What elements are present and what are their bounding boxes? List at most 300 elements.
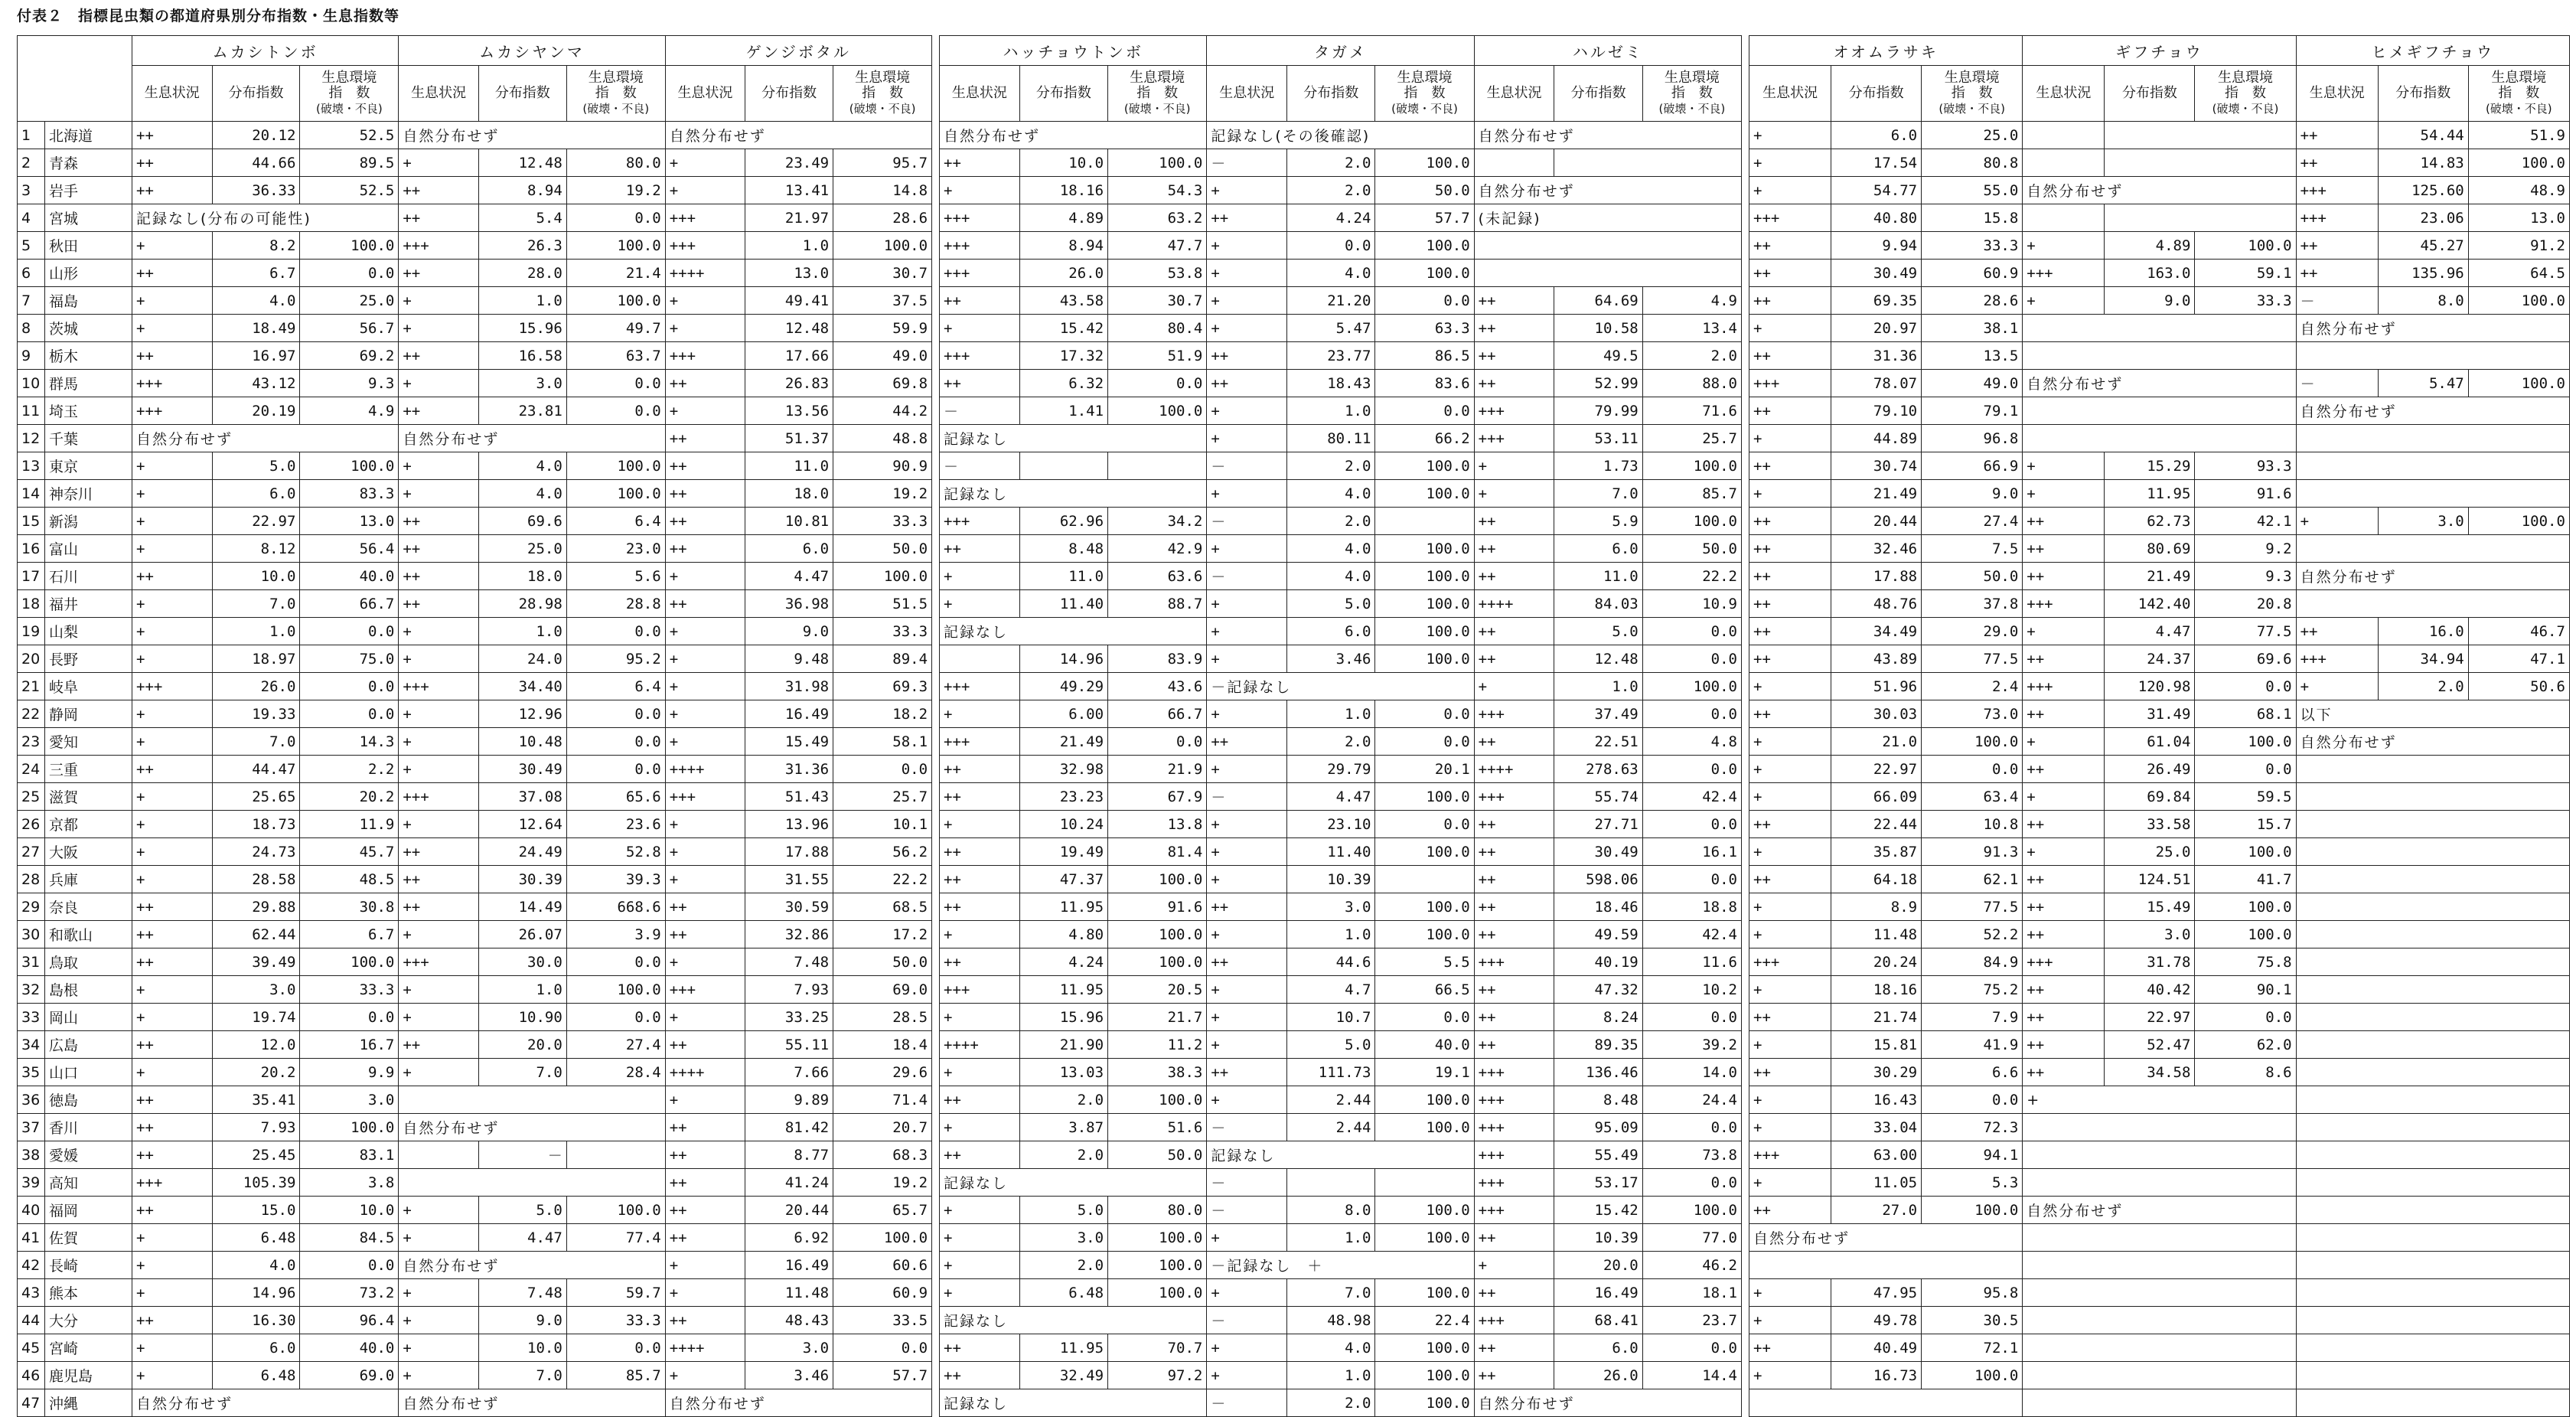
distribution-index-value: 78.07 [1831, 370, 1922, 397]
prefecture-name: 千葉 [45, 425, 132, 452]
distribution-index-value: 53.11 [1554, 425, 1642, 452]
habitat-index-header [2195, 66, 2296, 122]
distribution-index-value: 11.95 [2105, 480, 2195, 508]
habitat-index-value: 88.0 [1642, 370, 1741, 397]
habitat-index-value: 0.0 [1375, 700, 1474, 728]
distribution-index-value: 11.0 [1554, 563, 1642, 590]
distribution-index-value: 8.77 [745, 1141, 833, 1169]
distribution-index-value: 26.0 [212, 673, 300, 700]
habitat-index-value: 52.5 [300, 122, 399, 149]
prefecture-name: 石川 [45, 563, 132, 590]
species-name: タガメ [1207, 36, 1474, 66]
table-row [1749, 976, 2570, 1004]
distribution-index-value: 51.43 [745, 783, 833, 811]
table-block-3 [1749, 35, 2570, 1417]
status-value: ++ [1474, 1334, 1554, 1362]
table-row [18, 1252, 932, 1279]
status-value: + [2023, 728, 2105, 756]
habitat-index-value: 91.6 [2195, 480, 2296, 508]
distribution-index-value: 26.49 [2105, 756, 2195, 783]
habitat-index-value: 14.4 [1642, 1362, 1741, 1389]
habitat-index-value: 33.3 [1922, 232, 2023, 260]
distribution-index-value: 1.0 [1287, 397, 1375, 425]
distribution-index-value: 3.0 [2378, 508, 2468, 535]
distribution-index-value: 29.79 [1287, 756, 1375, 783]
habitat-index-value: 80.4 [1108, 315, 1207, 342]
status-value: + [1749, 728, 1831, 756]
status-value: ++ [1749, 1004, 1831, 1031]
status-value: + [2023, 232, 2105, 260]
prefecture-number: 34 [18, 1031, 45, 1059]
habitat-index-value: 33.3 [2195, 287, 2296, 315]
status-value: + [1749, 1169, 1831, 1197]
status-value: +++ [1474, 1059, 1554, 1086]
habitat-index-value: 100.0 [1108, 1279, 1207, 1307]
species-header-row [940, 36, 1742, 66]
note-cell [2296, 1224, 2569, 1252]
status-value: ++ [1749, 287, 1831, 315]
note-cell: 記録なし(分布の可能性) [132, 204, 399, 232]
distribution-index-value: 8.48 [1019, 535, 1107, 563]
status-value: ++ [1474, 976, 1554, 1004]
status-value: ++ [1749, 1197, 1831, 1224]
habitat-index-value [566, 1141, 665, 1169]
status-value: + [399, 618, 479, 645]
note-cell [2296, 480, 2569, 508]
distribution-index-value: 37.08 [478, 783, 566, 811]
distribution-index-value: 1.73 [1554, 452, 1642, 480]
status-value: +++ [665, 232, 745, 260]
note-cell: 以下 [2296, 700, 2569, 728]
table-row [18, 1059, 932, 1086]
prefecture-name: 鳥取 [45, 948, 132, 976]
habitat-index-value: 100.0 [1375, 1114, 1474, 1141]
status-header: 生息状況 [1207, 66, 1287, 122]
table-row [1749, 260, 2570, 287]
table-row [1749, 921, 2570, 948]
distribution-index-value: 10.39 [1287, 866, 1375, 893]
habitat-index-value: 9.3 [2195, 563, 2296, 590]
status-value: + [940, 1252, 1020, 1279]
habitat-index-value: 100.0 [1375, 838, 1474, 866]
habitat-index-value: 21.4 [566, 260, 665, 287]
status-value: + [1749, 1307, 1831, 1334]
status-value: ++ [2023, 866, 2105, 893]
habitat-index-value: 100.0 [1108, 1086, 1207, 1114]
status-value: +++ [1474, 425, 1554, 452]
status-value: ++ [665, 508, 745, 535]
table-row [18, 563, 932, 590]
habitat-header-line: 指 数 [2498, 85, 2540, 101]
status-value: + [940, 563, 1020, 590]
status-value: ++ [132, 1197, 213, 1224]
table-row [1749, 315, 2570, 342]
distribution-index-value: 10.0 [212, 563, 300, 590]
note-cell [2296, 1141, 2569, 1169]
status-value: ++ [1749, 232, 1831, 260]
status-value: ++ [399, 893, 479, 921]
habitat-index-value: 84.5 [300, 1224, 399, 1252]
status-value: ++++ [1474, 756, 1554, 783]
distribution-index-value: 17.66 [745, 342, 833, 370]
status-value: + [665, 1086, 745, 1114]
status-value: + [2296, 673, 2378, 700]
status-value: +++ [940, 232, 1020, 260]
species-header-row [1749, 36, 2570, 66]
distribution-index-value: 278.63 [1554, 756, 1642, 783]
status-value: + [665, 728, 745, 756]
status-value: － [1207, 563, 1287, 590]
status-value: + [399, 149, 479, 177]
distribution-index-value: 49.5 [1554, 342, 1642, 370]
status-value: +++ [1749, 370, 1831, 397]
table-row [18, 1114, 932, 1141]
distribution-index-value: 23.23 [1019, 783, 1107, 811]
status-value: + [399, 1334, 479, 1362]
note-cell: 自然分布せず [1749, 1224, 2023, 1252]
table-row [940, 1114, 1742, 1141]
status-value: + [132, 728, 213, 756]
prefecture-name: 愛知 [45, 728, 132, 756]
prefecture-number: 8 [18, 315, 45, 342]
status-value [399, 1141, 479, 1169]
note-cell [2296, 425, 2569, 452]
table-row [940, 260, 1742, 287]
table-row [1749, 452, 2570, 480]
prefecture-number: 27 [18, 838, 45, 866]
distribution-index-value: 31.98 [745, 673, 833, 700]
status-value: + [665, 315, 745, 342]
habitat-index-value: 0.0 [1375, 397, 1474, 425]
prefecture-name: 京都 [45, 811, 132, 838]
distribution-index-value: 44.47 [212, 756, 300, 783]
distribution-index-value: 11.40 [1019, 590, 1107, 618]
table-row [940, 1279, 1742, 1307]
status-value: + [665, 948, 745, 976]
habitat-index-value: 28.5 [833, 1004, 932, 1031]
distribution-index-value: 28.0 [478, 260, 566, 287]
habitat-index-value: 89.4 [833, 645, 932, 673]
distribution-index-value: 2.44 [1287, 1114, 1375, 1141]
status-value: ++ [1207, 204, 1287, 232]
distribution-index-value: 6.48 [212, 1224, 300, 1252]
note-cell: 記録なし [1207, 1141, 1474, 1169]
habitat-index-value: 25.0 [300, 287, 399, 315]
distribution-index-value: 66.09 [1831, 783, 1922, 811]
habitat-index-value: 100.0 [1375, 1279, 1474, 1307]
table-row [940, 315, 1742, 342]
distribution-index-value: 6.0 [1831, 122, 1922, 149]
table-row [940, 893, 1742, 921]
note-cell [2296, 756, 2569, 783]
status-value: ++ [1749, 563, 1831, 590]
status-value: + [1207, 756, 1287, 783]
distribution-index-header: 分布指数 [745, 66, 833, 122]
distribution-index-value: 40.42 [2105, 976, 2195, 1004]
prefecture-name: 福井 [45, 590, 132, 618]
distribution-index-value: 10.81 [745, 508, 833, 535]
table-row [1749, 1362, 2570, 1389]
status-value: + [132, 866, 213, 893]
distribution-index-value: 11.0 [1019, 563, 1107, 590]
distribution-index-value: 18.0 [745, 480, 833, 508]
table-row [1749, 811, 2570, 838]
table-row [18, 893, 932, 921]
distribution-index-value: 84.03 [1554, 590, 1642, 618]
status-value: ++ [1474, 645, 1554, 673]
distribution-index-value: 25.65 [212, 783, 300, 811]
status-value: ++ [2296, 122, 2378, 149]
distribution-index-value: 5.0 [1019, 1197, 1107, 1224]
distribution-index-value: 41.24 [745, 1169, 833, 1197]
distribution-index-value: 10.7 [1287, 1004, 1375, 1031]
habitat-index-value: 7.5 [1922, 535, 2023, 563]
habitat-index-value: 73.0 [1922, 700, 2023, 728]
prefecture-name: 兵庫 [45, 866, 132, 893]
status-value: + [132, 1334, 213, 1362]
status-value: + [1207, 1362, 1287, 1389]
distribution-index-value: 1.0 [478, 618, 566, 645]
distribution-index-value: 44.66 [212, 149, 300, 177]
habitat-index-value: 40.0 [1375, 1031, 1474, 1059]
habitat-index-value: 14.8 [833, 177, 932, 204]
table-row [18, 948, 932, 976]
distribution-index-value: 10.24 [1019, 811, 1107, 838]
prefecture-name: 高知 [45, 1169, 132, 1197]
status-value: + [1749, 1279, 1831, 1307]
status-value: + [1207, 1004, 1287, 1031]
distribution-index-value: 49.41 [745, 287, 833, 315]
status-value: ++ [2023, 893, 2105, 921]
table-row [940, 811, 1742, 838]
distribution-index-header: 分布指数 [212, 66, 300, 122]
distribution-index-value: 2.0 [1287, 177, 1375, 204]
distribution-index-value: 32.86 [745, 921, 833, 948]
habitat-index-value: 60.9 [1922, 260, 2023, 287]
distribution-index-value: 64.69 [1554, 287, 1642, 315]
note-cell: 自然分布せず [132, 425, 399, 452]
habitat-index-value: 0.0 [1922, 1086, 2023, 1114]
note-cell [1474, 260, 1741, 287]
habitat-header-line: 生息環境 [321, 70, 377, 86]
distribution-index-value: 16.43 [1831, 1086, 1922, 1114]
status-value: ++ [2023, 535, 2105, 563]
table-row [1749, 618, 2570, 645]
status-value: + [1474, 673, 1554, 700]
habitat-header-line: (破壊・不良) [582, 102, 650, 116]
note-cell [2296, 1114, 2569, 1141]
note-cell: 自然分布せず [665, 1389, 931, 1417]
status-value: ++ [1207, 1059, 1287, 1086]
distribution-index-value: 44.89 [1831, 425, 1922, 452]
distribution-index-value: 7.0 [478, 1362, 566, 1389]
status-value: + [1749, 425, 1831, 452]
habitat-index-value: 83.1 [300, 1141, 399, 1169]
status-value: ++ [940, 370, 1020, 397]
status-value: ++ [940, 287, 1020, 315]
status-value: + [940, 1279, 1020, 1307]
distribution-index-value: 1.41 [1019, 397, 1107, 425]
distribution-index-value: 16.0 [2378, 618, 2468, 645]
distribution-index-value: 17.88 [1831, 563, 1922, 590]
status-value: ++ [940, 838, 1020, 866]
distribution-index-value: 12.48 [745, 315, 833, 342]
habitat-index-value: 47.7 [1108, 232, 1207, 260]
status-value: + [132, 1362, 213, 1389]
prefecture-name: 岐阜 [45, 673, 132, 700]
distribution-index-value: 4.0 [478, 480, 566, 508]
table-row [940, 508, 1742, 535]
status-value: ++ [2023, 976, 2105, 1004]
table-row [940, 397, 1742, 425]
status-value: ++ [1749, 397, 1831, 425]
distribution-index-value: 40.19 [1554, 948, 1642, 976]
distribution-index-value: 32.98 [1019, 756, 1107, 783]
distribution-index-value: 18.46 [1554, 893, 1642, 921]
distribution-index-value: 10.0 [478, 1334, 566, 1362]
status-value: ++ [399, 563, 479, 590]
status-value: +++ [2023, 260, 2105, 287]
habitat-header-line: 生息環境 [1130, 70, 1185, 86]
habitat-index-value: 668.6 [566, 893, 665, 921]
habitat-index-value: 100.0 [566, 287, 665, 315]
habitat-index-value: 68.5 [833, 893, 932, 921]
table-row [940, 1031, 1742, 1059]
note-cell: 自然分布せず [665, 122, 931, 149]
prefecture-number: 37 [18, 1114, 45, 1141]
habitat-index-value: 14.0 [1642, 1059, 1741, 1086]
table-row [1749, 342, 2570, 370]
habitat-header-line: 指 数 [2225, 85, 2266, 101]
status-value: + [940, 1197, 1020, 1224]
habitat-index-value: 23.7 [1642, 1307, 1741, 1334]
status-value: ++ [132, 893, 213, 921]
habitat-index-value: 100.0 [1375, 260, 1474, 287]
status-value: ++++ [665, 1334, 745, 1362]
status-value: +++ [2296, 204, 2378, 232]
table-row [18, 508, 932, 535]
status-value: + [665, 838, 745, 866]
table-row [1749, 122, 2570, 149]
habitat-index-value: 85.7 [566, 1362, 665, 1389]
distribution-index-value: 27.0 [1831, 1197, 1922, 1224]
prefecture-number: 18 [18, 590, 45, 618]
prefecture-name: 宮崎 [45, 1334, 132, 1362]
habitat-index-value: 100.0 [1375, 480, 1474, 508]
status-value: + [665, 645, 745, 673]
habitat-index-value: 3.8 [300, 1169, 399, 1197]
distribution-index-value: 62.44 [212, 921, 300, 948]
habitat-index-value: 33.3 [300, 976, 399, 1004]
habitat-header-line: 指 数 [1136, 85, 1179, 101]
table-row [1749, 783, 2570, 811]
habitat-index-value: 25.7 [833, 783, 932, 811]
habitat-index-value: 52.8 [566, 838, 665, 866]
status-value: +++ [940, 204, 1020, 232]
status-value: + [1207, 618, 1287, 645]
distribution-index-value: 105.39 [212, 1169, 300, 1197]
status-value: + [132, 452, 213, 480]
distribution-index-value: 22.97 [2105, 1004, 2195, 1031]
table-row [940, 756, 1742, 783]
species-header-row [18, 36, 932, 66]
status-value: ++ [665, 1224, 745, 1252]
status-value: + [2023, 838, 2105, 866]
status-value: + [399, 370, 479, 397]
habitat-header-line: 生息環境 [1397, 70, 1453, 86]
distribution-index-value: 19.74 [212, 1004, 300, 1031]
note-cell: 自然分布せず [399, 425, 665, 452]
status-value: ++ [132, 921, 213, 948]
status-value: ++ [940, 535, 1020, 563]
habitat-index-value: 66.5 [1375, 976, 1474, 1004]
habitat-index-value: 65.6 [566, 783, 665, 811]
habitat-index-value: 0.0 [1922, 756, 2023, 783]
distribution-index-value: 4.47 [1287, 783, 1375, 811]
status-value: ++ [2296, 149, 2378, 177]
distribution-index-value: 9.0 [2105, 287, 2195, 315]
status-value: ++ [1749, 1059, 1831, 1086]
status-value: + [399, 1362, 479, 1389]
habitat-index-value: 48.9 [2468, 177, 2569, 204]
status-value [1474, 149, 1554, 177]
prefecture-name: 熊本 [45, 1279, 132, 1307]
distribution-index-value: 120.98 [2105, 673, 2195, 700]
distribution-index-value [2105, 204, 2296, 232]
distribution-index-value: 26.83 [745, 370, 833, 397]
distribution-index-value: 33.58 [2105, 811, 2195, 838]
status-value: +++ [399, 232, 479, 260]
distribution-index-value: 17.54 [1831, 149, 1922, 177]
distribution-index-value: 18.43 [1287, 370, 1375, 397]
prefecture-name: 東京 [45, 452, 132, 480]
distribution-index-value: 43.58 [1019, 287, 1107, 315]
habitat-index-value: 5.5 [1375, 948, 1474, 976]
table-row [18, 1362, 932, 1389]
distribution-index-value: 18.97 [212, 645, 300, 673]
habitat-index-value: 40.0 [300, 563, 399, 590]
status-value: +++ [1474, 1141, 1554, 1169]
distribution-index-value: 35.41 [212, 1086, 300, 1114]
prefecture-name: 岡山 [45, 1004, 132, 1031]
status-value: ++ [1474, 342, 1554, 370]
prefecture-number: 10 [18, 370, 45, 397]
status-value: +++ [2023, 590, 2105, 618]
status-value: ++ [2023, 508, 2105, 535]
habitat-index-value: 0.0 [1375, 1004, 1474, 1031]
distribution-index-value: 43.12 [212, 370, 300, 397]
table-row [18, 1197, 932, 1224]
distribution-index-value: 15.29 [2105, 452, 2195, 480]
status-value: + [2023, 618, 2105, 645]
habitat-index-value: 77.4 [566, 1224, 665, 1252]
status-value: － [1207, 1389, 1287, 1417]
habitat-index-value: 100.0 [1375, 921, 1474, 948]
status-value: ++ [132, 948, 213, 976]
note-cell: 自然分布せず [399, 122, 665, 149]
status-value: + [399, 976, 479, 1004]
habitat-header-line: 生息環境 [2491, 70, 2547, 86]
distribution-index-value: 25.0 [478, 535, 566, 563]
distribution-index-value: 25.45 [212, 1141, 300, 1169]
status-value: +++ [1474, 1086, 1554, 1114]
habitat-index-value: 28.6 [1922, 287, 2023, 315]
note-cell: 記録なし [940, 618, 1207, 645]
distribution-index-value: 53.17 [1554, 1169, 1642, 1197]
status-value: + [399, 645, 479, 673]
habitat-index-value: 0.0 [300, 1004, 399, 1031]
status-value: ++ [2023, 921, 2105, 948]
